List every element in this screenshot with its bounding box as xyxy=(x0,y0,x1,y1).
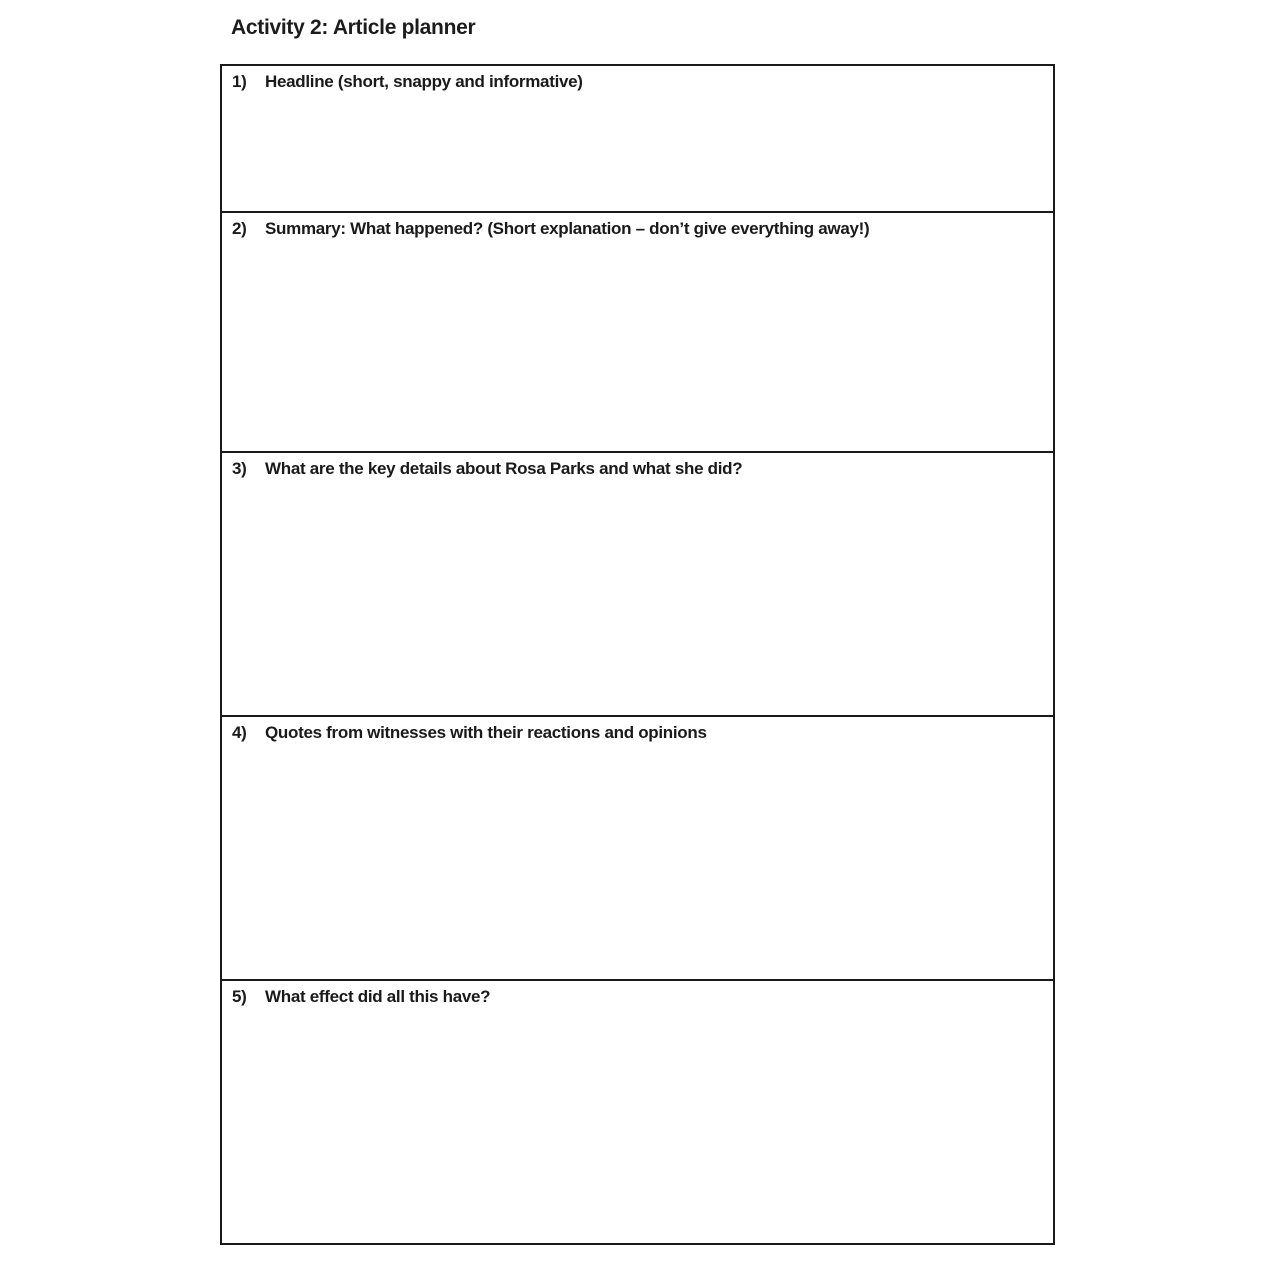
page-title: Activity 2: Article planner xyxy=(231,16,476,39)
section-heading xyxy=(232,72,583,92)
planner-section-headline xyxy=(222,66,1053,211)
answer-area-summary[interactable] xyxy=(222,247,1053,451)
section-heading xyxy=(232,987,490,1007)
answer-area-key-details[interactable] xyxy=(222,487,1053,715)
section-number: 4) xyxy=(232,723,247,742)
section-label: What effect did all this have? xyxy=(265,987,491,1006)
planner-section-key-details xyxy=(222,451,1053,715)
section-label: Summary: What happened? (Short explanation – don’t give everything away!) xyxy=(265,219,870,238)
article-planner-table xyxy=(220,64,1055,1245)
answer-area-effect[interactable] xyxy=(222,1015,1053,1243)
section-label: Headline (short, snappy and informative) xyxy=(265,72,583,91)
answer-area-headline[interactable] xyxy=(222,100,1053,211)
section-heading xyxy=(232,723,707,743)
section-number: 2) xyxy=(232,219,247,238)
planner-section-effect xyxy=(222,979,1053,1243)
planner-section-quotes xyxy=(222,715,1053,979)
section-number: 5) xyxy=(232,987,247,1006)
planner-section-summary xyxy=(222,211,1053,451)
section-number: 1) xyxy=(232,72,247,91)
answer-area-quotes[interactable] xyxy=(222,751,1053,979)
section-number: 3) xyxy=(232,459,247,478)
section-label: Quotes from witnesses with their reactions and opinions xyxy=(265,723,707,742)
section-heading xyxy=(232,459,742,479)
section-heading xyxy=(232,219,869,239)
section-label: What are the key details about Rosa Parks and what she did? xyxy=(265,459,743,478)
